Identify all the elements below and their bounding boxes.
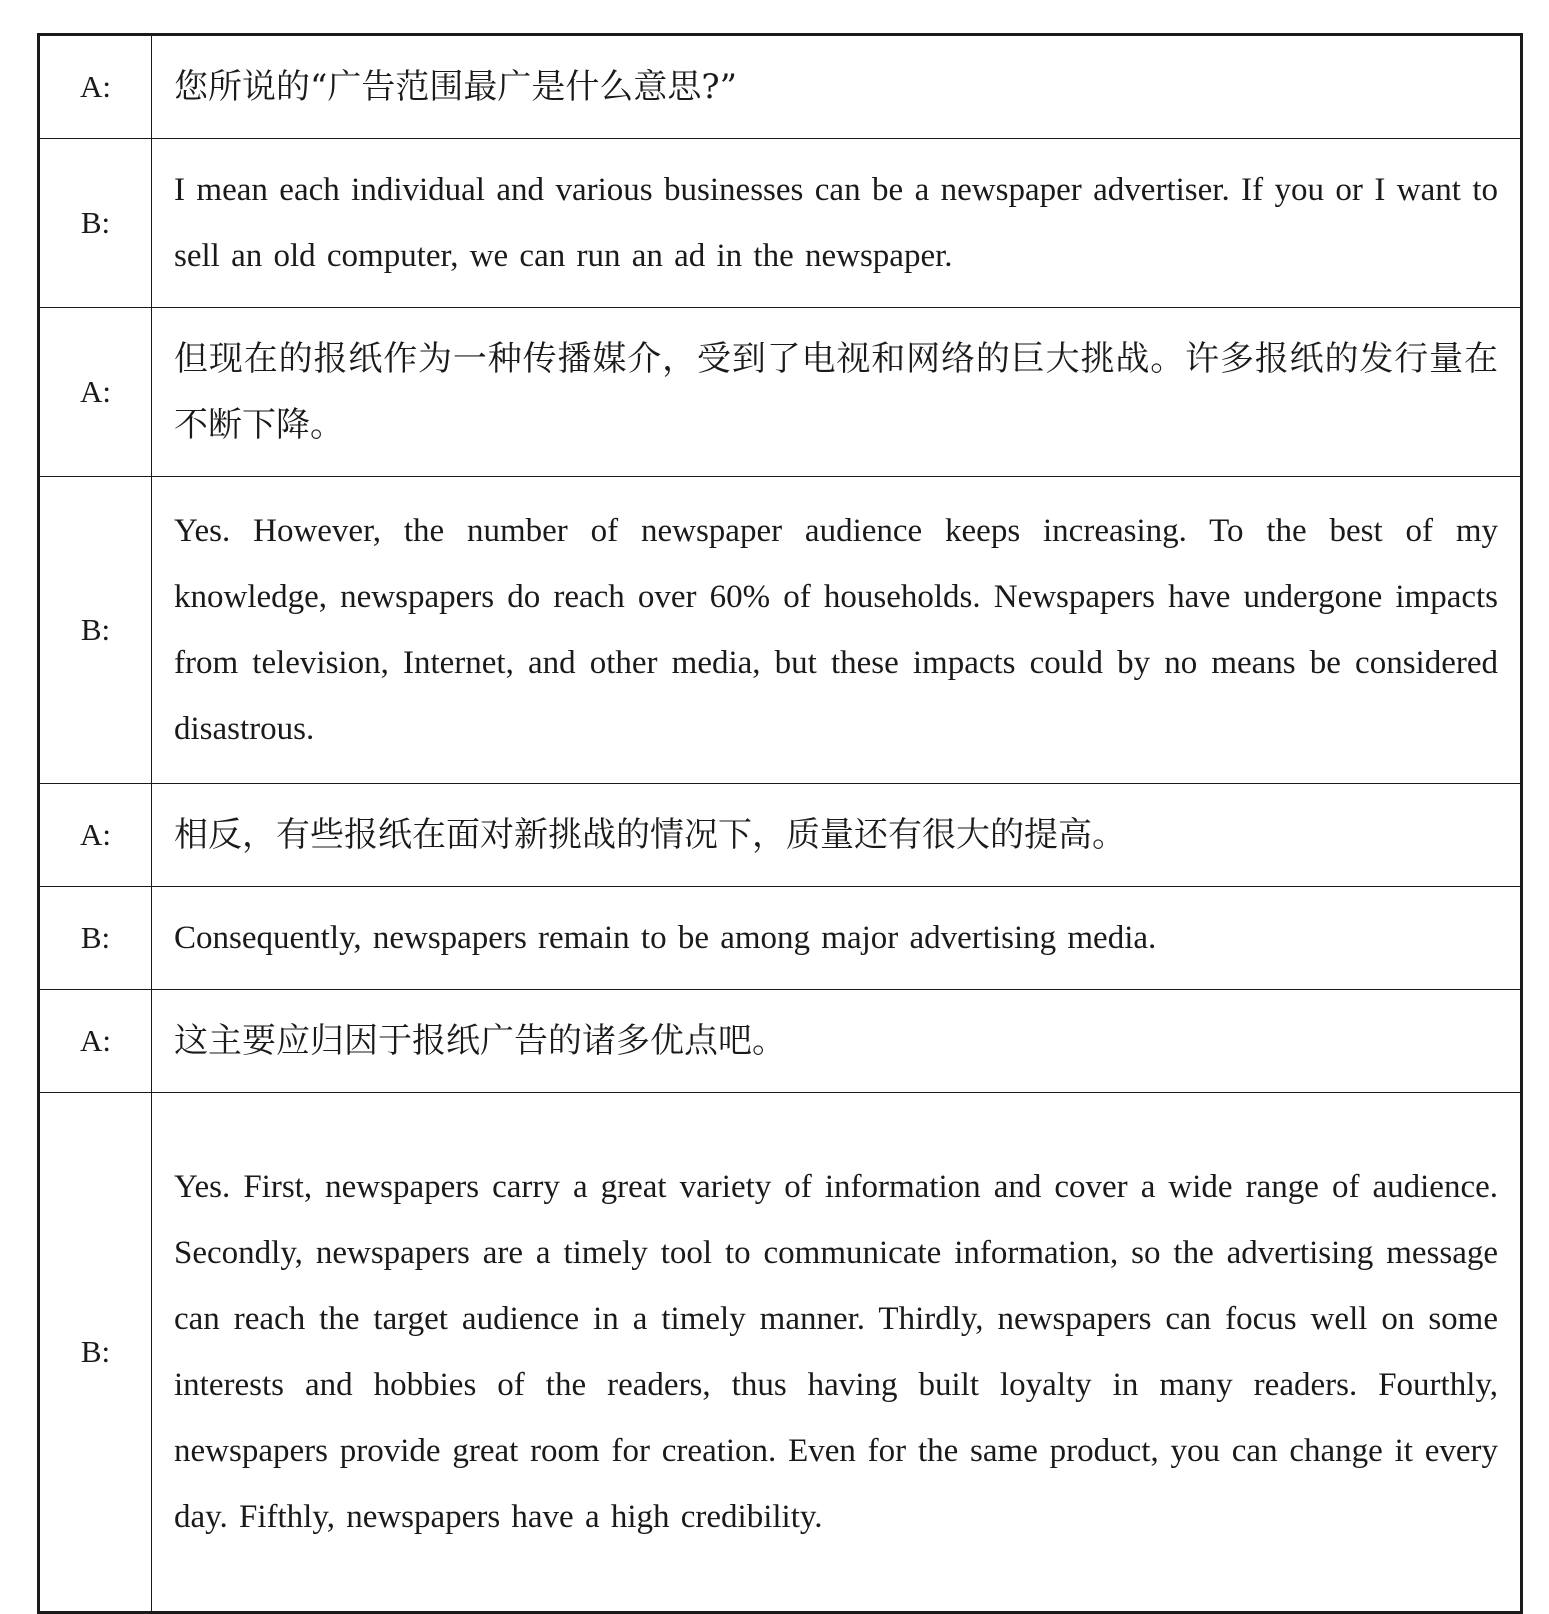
dialogue-row <box>39 35 1522 139</box>
speaker-label: B: <box>39 477 152 784</box>
dialogue-text: Yes. First, newspapers carry a great variety of information and cover a wide range of audience. Secondly, newspapers are a timely tool to communicate information, so the advertising message can reach the target audience in a timely manner. Thirdly, newspapers can focus well on some interests and hobbies of the readers, thus having built loyalty in many readers. Fourthly, newspapers provide great room for creation. Even for the same product, you can change it every day. Fifthly, newspapers have a high credibility. <box>152 1093 1522 1613</box>
dialogue-row <box>39 887 1522 990</box>
speaker-label: A: <box>39 990 152 1093</box>
dialogue-row <box>39 139 1522 308</box>
speaker-label: A: <box>39 784 152 887</box>
dialogue-row <box>39 990 1522 1093</box>
speaker-label: A: <box>39 35 152 139</box>
dialogue-table <box>37 33 1523 1614</box>
dialogue-text: Consequently, newspapers remain to be among major advertising media. <box>152 887 1522 990</box>
dialogue-row <box>39 477 1522 784</box>
speaker-label: A: <box>39 308 152 477</box>
dialogue-text: 但现在的报纸作为一种传播媒介，受到了电视和网络的巨大挑战。许多报纸的发行量在不断下降。 <box>152 308 1522 477</box>
dialogue-text: 这主要应归因于报纸广告的诸多优点吧。 <box>152 990 1522 1093</box>
dialogue-row <box>39 784 1522 887</box>
speaker-label: B: <box>39 1093 152 1613</box>
dialogue-text: 相反，有些报纸在面对新挑战的情况下，质量还有很大的提高。 <box>152 784 1522 887</box>
dialogue-row <box>39 308 1522 477</box>
speaker-label: B: <box>39 139 152 308</box>
dialogue-text: 您所说的“广告范围最广是什么意思?” <box>152 35 1522 139</box>
dialogue-text: I mean each individual and various businesses can be a newspaper advertiser. If you or I want to sell an old computer, we can run an ad in the newspaper. <box>152 139 1522 308</box>
dialogue-row <box>39 1093 1522 1613</box>
speaker-label: B: <box>39 887 152 990</box>
dialogue-text: Yes. However, the number of newspaper audience keeps increasing. To the best of my knowledge, newspapers do reach over 60% of households. Newspapers have undergone impacts from television, Internet, and other media, but these impacts could by no means be considered disastrous. <box>152 477 1522 784</box>
